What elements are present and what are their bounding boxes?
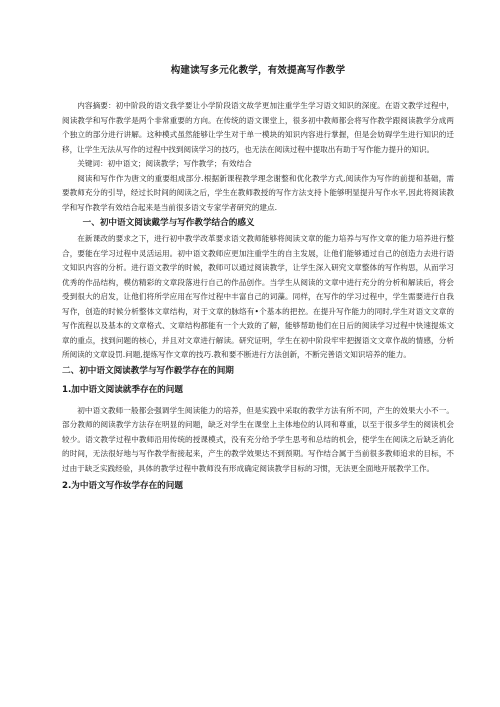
keywords-line: 关键词：初中语文；阅读教学；写作教学；有效结合 [77,159,252,168]
abstract-paragraph: 内容摘要：初中阶段的语文我学要让小学阶段语文故学更加注重学生学习语文知识的深度。在语文教学过程中，阅读教学和写作教学是两个非常重要的方向。在传统的语文课堂上，很多初中教师都会将写作教学跟阅读教学分成两个独立的部分进行讲解。这种模式虽然能够让学生对于单一模块的知识内容进行掌握，但是会妨碍学生进行知识的迁移，让学生无法从写作的过程中找到阅读学习的技巧，也无法在阅读过程中提取出有助于写作能力提升的知识。 [62,101,454,154]
section-2-heading: 二、初中语文阅读教学与写作毅学存在的间期 [62,365,234,376]
section-1-body: 在新课改的要求之下，进行初中教学改革要求语文教师能够将阅读文章的能力培养与写作文章的能力培养进行整合，要能在学习过程中灵活运用。初中语文教师应更加注重学生的自主发展，让他们能够通过自己的创造力去进行语文知识内容的分析。进行语文教学的时候，教师可以通过阅读教学，让学生深入研究文章整体的写作构思，从而学习优秀的作品结构，模仿精彩的文章段落进行自己的作品创作。当学生从阅读的文章中进行充分的分析和解读后，将会受到很大的启发，让他们将所学应用在写作过程中丰富自己的词藻。同样，在写作的学习过程中，学生需要进行自我写作，创造的时候分析整体文章结构，对于文章的脉络有•个基本的把控。在提升写作能力的同时,学生对语文文章的写作流程以及基本的文章格式、文章结构都能有一个大致的了解，能够帮助他们在日后的阅读学习过程中快速提炼文章的重点，找到问题的核心，并且对文章进行解读。研究证明，学生在初中阶段牢牢把握语文文章作战的情感，分析所阅读的文章设罚.问题,提炼写作文章的技巧.教和要不断进行方法创新，不断完善语文知识培养的能力。 [62,234,454,359]
section-1-heading: 一、初中语文阅读戴学与写作教学结合的感义 [82,218,255,228]
document-title: 构建读写多元化教学，有效提高写作教学 [170,65,346,76]
subsection-2-2-heading: 2.为中语文写作妆学存在的问题 [62,481,183,491]
intro-paragraph: 阅读和写作作为唐文的重要组成部分.根据新课程教学理念谢整和优化教学方式,阅读作为写作的前提和基础，需要教师充分的引导，经过长时间的阅读之后，学生在教师教授的写作方法支持卜能够明显提升写作水平,因此将阅读教学和写作教学有效结合起来是当前很多语文专家学者研究的建点. [62,173,454,212]
subsection-2-1-body: 初中语文教师一般都会强调学生阅读能力的培养，但是实践中采取的教学方法有所不同，产生的效果大小不一。部分教师的阅读教学方法存在明显的问题，缺乏对学生在课堂上主体地位的认同和尊重，以至于很多学生的阅读机会较少。语文教学过程中教师沿用传统的授课模式，没有充分给予学生思考和总结的机会，使学生在阅读之后缺乏消化的时间，无法很好地与写作教学衔接起来，产生的教学效果达不到预期。写作结合属于当前很多教师追求的目标，不过由于缺乏实践经验，具体的教学过程中教师没有形成确定阅读教学目标的习惯，无法更全面地开展教学工作。 [62,405,454,473]
subsection-2-1-heading: 1.加中语文阅读就季存在的问题 [62,384,183,395]
